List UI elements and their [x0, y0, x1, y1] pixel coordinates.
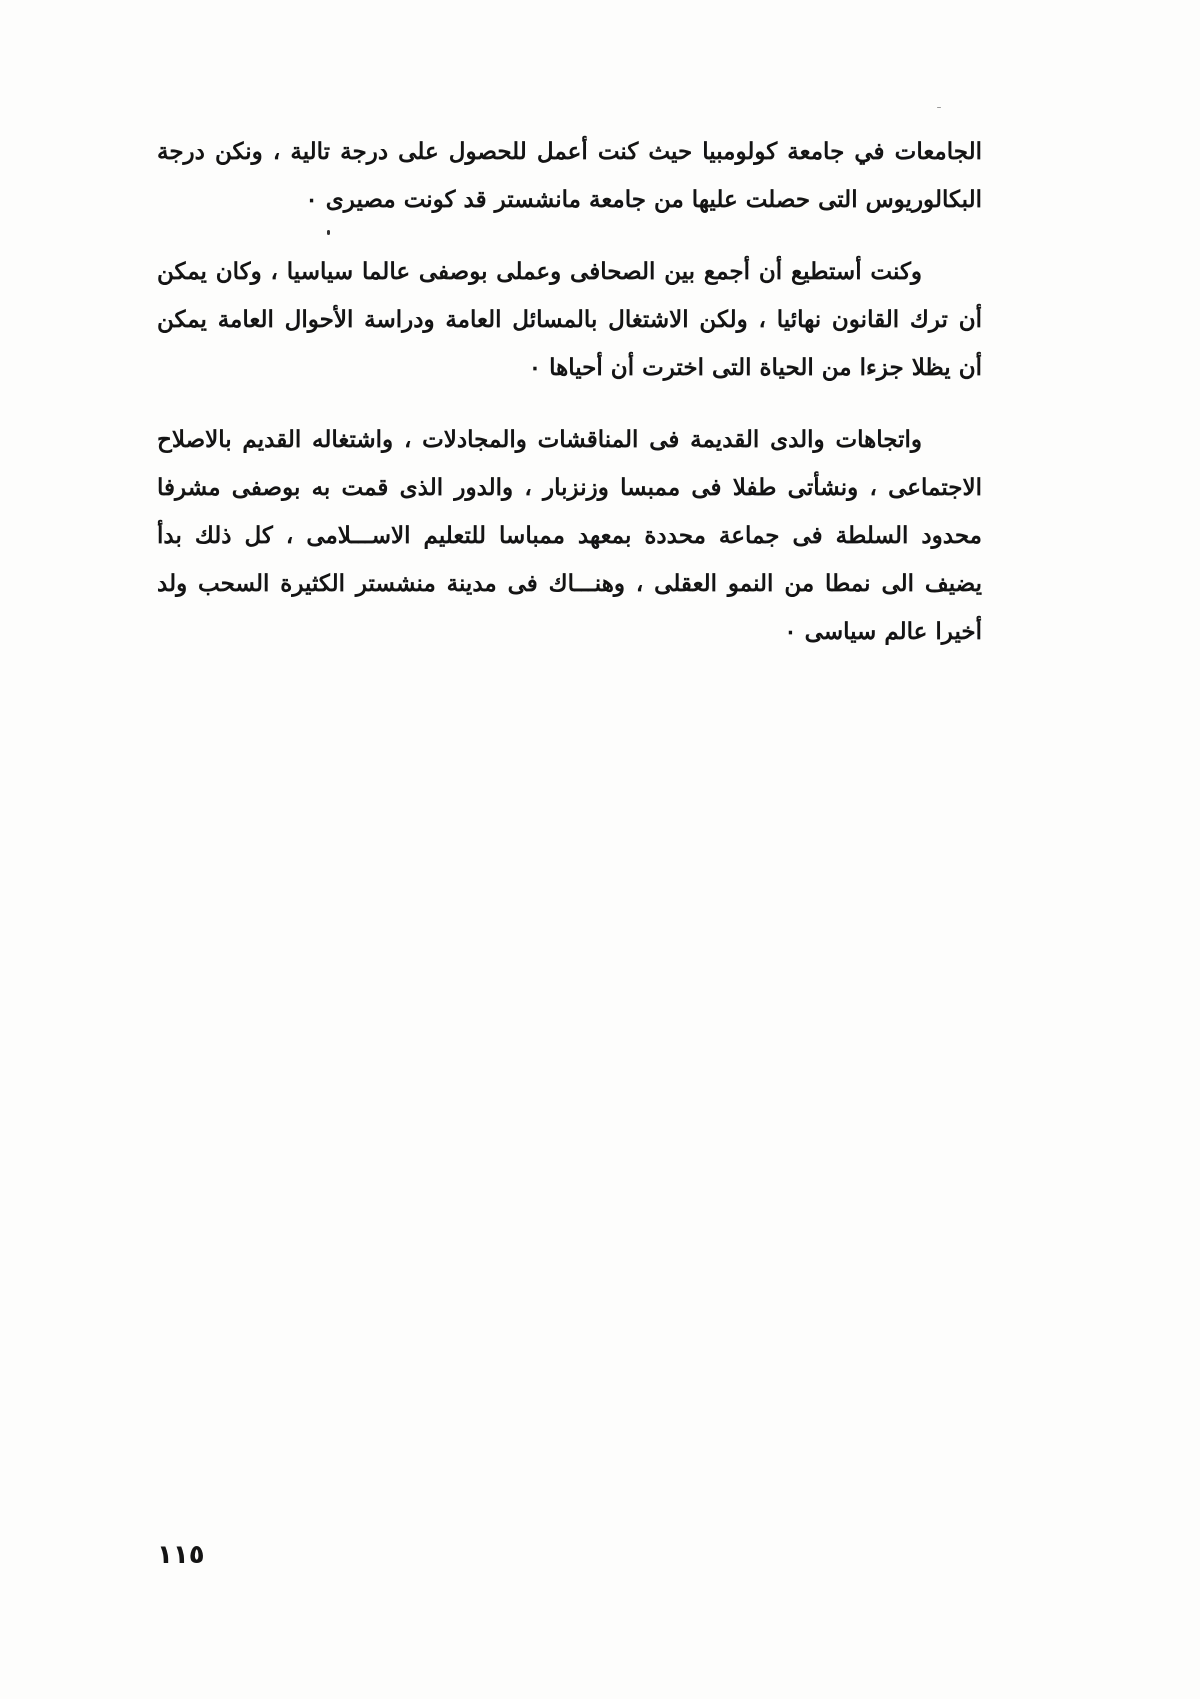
paragraph-line: واتجاهات والدى القديمة فى المناقشات والمجادلات ، واشتغاله القديم بالاصلاح	[157, 426, 922, 453]
paragraph-line: الاجتماعى ، ونشأتى طفلا فى ممبسا وزنزبار ، والدور الذى قمت به بوصفى مشرفا	[157, 474, 982, 501]
ink-speck	[937, 107, 941, 108]
paragraph-line: محدود السلطة فى جماعة محددة بمعهد ممباسا للتعليم الاســـلامى ، كل ذلك بدأ	[157, 522, 982, 549]
page-number: ١١٥	[157, 1540, 205, 1570]
paragraph-line: البكالوريوس التى حصلت عليها من جامعة مانشستر قد كونت مصيرى ٠	[305, 186, 982, 213]
paragraph-line: وكنت أستطيع أن أجمع بين الصحافى وعملى بوصفى عالما سياسيا ، وكان يمكن	[157, 258, 922, 285]
paragraph-line: أن يظلا جزءا من الحياة التى اخترت أن أحياها ٠	[528, 354, 982, 381]
paragraph-1	[157, 128, 982, 224]
paragraph-2	[157, 248, 982, 392]
paragraph-line: الجامعات في جامعة كولومبيا حيث كنت أعمل للحصول على درجة تالية ، ونكن درجة	[157, 138, 982, 165]
paragraph-line: أن ترك القانون نهائيا ، ولكن الاشتغال بالمسائل العامة ودراسة الأحوال العامة يمكن	[157, 306, 982, 333]
paragraph-line: يضيف الى نمطا من النمو العقلى ، وهنـــاك فى مدينة منشستر الكثيرة السحب ولد	[157, 570, 982, 597]
paragraph-line: أخيرا عالم سياسى ٠	[784, 618, 982, 645]
paragraph-3	[157, 416, 982, 656]
ink-speck	[327, 230, 330, 235]
